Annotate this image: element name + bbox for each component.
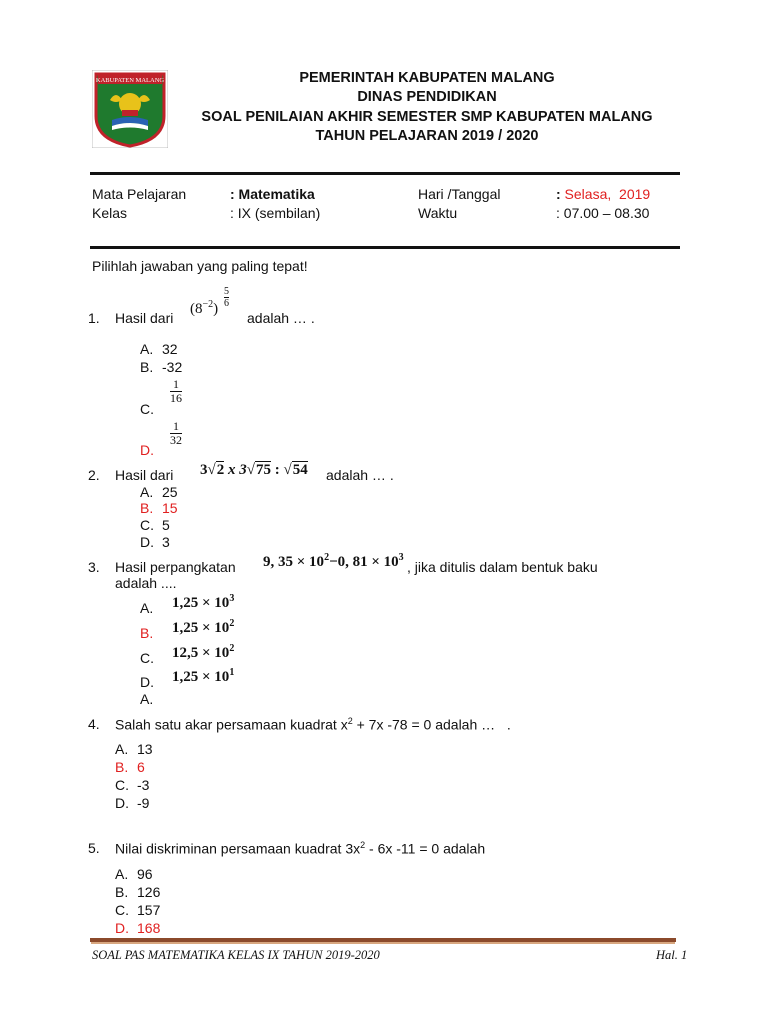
kabupaten-malang-logo xyxy=(92,70,168,148)
mapel-value: : Matematika xyxy=(230,186,315,202)
q5-text-a: Nilai diskriminan persamaan kuadrat 3x xyxy=(115,840,361,857)
q2-expression: 3√2 x 3√75 : √54 xyxy=(200,462,308,478)
q3-expr-exp2: 3 xyxy=(398,552,404,563)
q1-option-b-label: B. xyxy=(140,359,154,375)
q1-option-d-label: D. xyxy=(140,442,154,458)
q2-option-d-text: 3 xyxy=(162,534,170,550)
q1-outer-exp-den: 6 xyxy=(224,298,229,309)
q2-option-d xyxy=(140,534,170,550)
q3-option-a-exp: 3 xyxy=(229,593,235,604)
q3-text-before: Hasil perpangkatan xyxy=(115,559,236,575)
q3-stray-label: A. xyxy=(140,691,154,707)
q2-option-a-text: 25 xyxy=(162,484,178,500)
q2-coef-a: 3 xyxy=(200,462,208,478)
q5-option-d-text: 168 xyxy=(137,920,161,936)
q1-option-c-fraction xyxy=(170,378,182,405)
footer-page-number: Hal. 1 xyxy=(656,948,688,962)
q4-option-c-label: C. xyxy=(115,777,129,793)
q3-option-b-value xyxy=(172,620,234,637)
q5-option-d xyxy=(115,920,160,936)
q1-text-after: adalah … . xyxy=(247,310,315,326)
mapel-label: Mata Pelajaran xyxy=(92,186,187,202)
q5-option-b-text: 126 xyxy=(137,884,161,900)
q4-option-d-text: -9 xyxy=(137,795,150,811)
kelas-label: Kelas xyxy=(92,205,128,221)
waktu-label: Waktu xyxy=(418,205,458,221)
instruction-text: Pilihlah jawaban yang paling tepat! xyxy=(92,258,308,274)
q4-option-d-label: D. xyxy=(115,795,129,811)
q4-option-b xyxy=(115,759,145,775)
q2-option-a xyxy=(140,484,178,500)
q4-number: 4. xyxy=(88,716,100,732)
info-divider xyxy=(90,246,680,249)
q1-option-b xyxy=(140,359,182,375)
q2-option-b-label: B. xyxy=(140,500,154,516)
q5-option-c-label: C. xyxy=(115,902,129,918)
q2-times-b: x 3 xyxy=(224,462,247,478)
q3-option-c-exp: 2 xyxy=(229,643,235,654)
q4-text xyxy=(115,716,511,733)
q1-outer-exp-num: 5 xyxy=(224,286,229,297)
q4-sup: 2 xyxy=(347,716,353,726)
q1-option-d-num: 1 xyxy=(173,419,179,433)
q3-option-b-label: B. xyxy=(140,625,154,641)
q5-option-a-text: 96 xyxy=(137,866,153,882)
q1-inner-exp: −2 xyxy=(202,299,214,310)
q4-option-c xyxy=(115,777,149,793)
header-line-2: DINAS PENDIDIKAN xyxy=(357,89,497,105)
q4-text-b: + 7x -78 = 0 adalah … . xyxy=(352,716,511,733)
q2-option-b xyxy=(140,500,178,516)
waktu-value: : 07.00 – 08.30 xyxy=(556,205,650,221)
q5-text xyxy=(115,840,485,857)
q1-option-d-den: 32 xyxy=(170,433,182,447)
hari-field xyxy=(556,186,650,202)
q2-text-after: adalah … . xyxy=(326,467,394,483)
q5-option-b-label: B. xyxy=(115,884,129,900)
header-line-4: TAHUN PELAJARAN 2019 / 2020 xyxy=(315,128,539,144)
q2-option-c-label: C. xyxy=(140,517,154,533)
q3-expr-exp1: 2 xyxy=(324,552,330,563)
header-line-1: PEMERINTAH KABUPATEN MALANG xyxy=(299,70,555,86)
q5-text-b: - 6x -11 = 0 adalah xyxy=(365,840,486,857)
q3-option-c-value xyxy=(172,645,234,662)
q1-base: 8 xyxy=(195,301,203,317)
logo-banner-text: KABUPATEN MALANG xyxy=(95,77,165,84)
q4-option-d xyxy=(115,795,149,811)
q5-option-c xyxy=(115,902,160,918)
q1-option-c-num: 1 xyxy=(173,377,179,391)
q2-option-d-label: D. xyxy=(140,534,154,550)
q5-number: 5. xyxy=(88,840,100,856)
q2-number: 2. xyxy=(88,467,100,483)
q4-option-b-label: B. xyxy=(115,759,129,775)
hari-value: Selasa, 2019 xyxy=(560,186,651,202)
q2-colon: : xyxy=(270,462,284,478)
q4-option-a-text: 13 xyxy=(137,741,153,757)
q5-option-a-label: A. xyxy=(115,866,129,882)
q3-option-a-label: A. xyxy=(140,600,154,616)
q2-option-a-label: A. xyxy=(140,484,154,500)
hari-label: Hari /Tanggal xyxy=(418,186,501,202)
q3-option-d-value xyxy=(172,669,234,686)
q3-option-b-exp: 2 xyxy=(229,618,235,629)
q3-text-line2: adalah .... xyxy=(115,575,177,591)
q4-option-a xyxy=(115,741,153,757)
header-divider xyxy=(90,172,680,175)
header-line-3: SOAL PENILAIAN AKHIR SEMESTER SMP KABUPATEN MALANG xyxy=(201,109,653,125)
q3-number: 3. xyxy=(88,559,100,575)
q1-option-d-fraction xyxy=(170,420,182,447)
q5-option-a xyxy=(115,866,153,882)
q5-sup: 2 xyxy=(360,840,366,850)
q2-radicand-a: 2 xyxy=(216,462,225,478)
q3-expr-part2: −0, 81 × 10 xyxy=(329,554,399,570)
kelas-value: : IX (sembilan) xyxy=(230,205,321,221)
q1-number: 1. xyxy=(88,310,100,326)
q1-option-a xyxy=(140,341,178,357)
q2-radicand-c: 54 xyxy=(292,462,308,478)
q3-option-a-value xyxy=(172,595,234,612)
footer-rule xyxy=(90,938,676,942)
q3-expr-part1: 9, 35 × 10 xyxy=(263,554,325,570)
q1-option-c-label: C. xyxy=(140,401,154,417)
q1-option-a-text: 32 xyxy=(162,341,178,357)
q2-text-before: Hasil dari xyxy=(115,467,174,483)
q2-option-b-text: 15 xyxy=(162,500,178,516)
q3-text-after: , jika ditulis dalam bentuk baku xyxy=(407,559,598,575)
q1-option-a-label: A. xyxy=(140,341,154,357)
q2-option-c-text: 5 xyxy=(162,517,170,533)
q3-option-a-mantissa: 1,25 × 10 xyxy=(172,595,230,611)
q3-option-d-label: D. xyxy=(140,674,154,690)
q3-expression xyxy=(263,554,404,571)
footer-left: SOAL PAS MATEMATIKA KELAS IX TAHUN 2019-2020 xyxy=(92,948,380,962)
q5-option-b xyxy=(115,884,160,900)
q4-option-a-label: A. xyxy=(115,741,129,757)
q1-option-b-text: -32 xyxy=(162,359,183,375)
q2-radicand-b: 75 xyxy=(255,462,271,478)
q2-option-c xyxy=(140,517,170,533)
q3-option-b-mantissa: 1,25 × 10 xyxy=(172,620,230,636)
q3-option-c-mantissa: 12,5 × 10 xyxy=(172,645,230,661)
q4-option-c-text: -3 xyxy=(137,777,150,793)
q1-text-before: Hasil dari xyxy=(115,310,174,326)
q1-option-c-den: 16 xyxy=(170,391,182,405)
q4-option-b-text: 6 xyxy=(137,759,145,775)
q4-text-a: Salah satu akar persamaan kuadrat x xyxy=(115,716,348,733)
q3-option-c-label: C. xyxy=(140,650,154,666)
q5-option-d-label: D. xyxy=(115,920,129,936)
hari-colon: : xyxy=(556,186,561,202)
q5-option-c-text: 157 xyxy=(137,902,161,918)
q3-option-d-mantissa: 1,25 × 10 xyxy=(172,669,230,685)
q3-option-d-exp: 1 xyxy=(229,667,235,678)
